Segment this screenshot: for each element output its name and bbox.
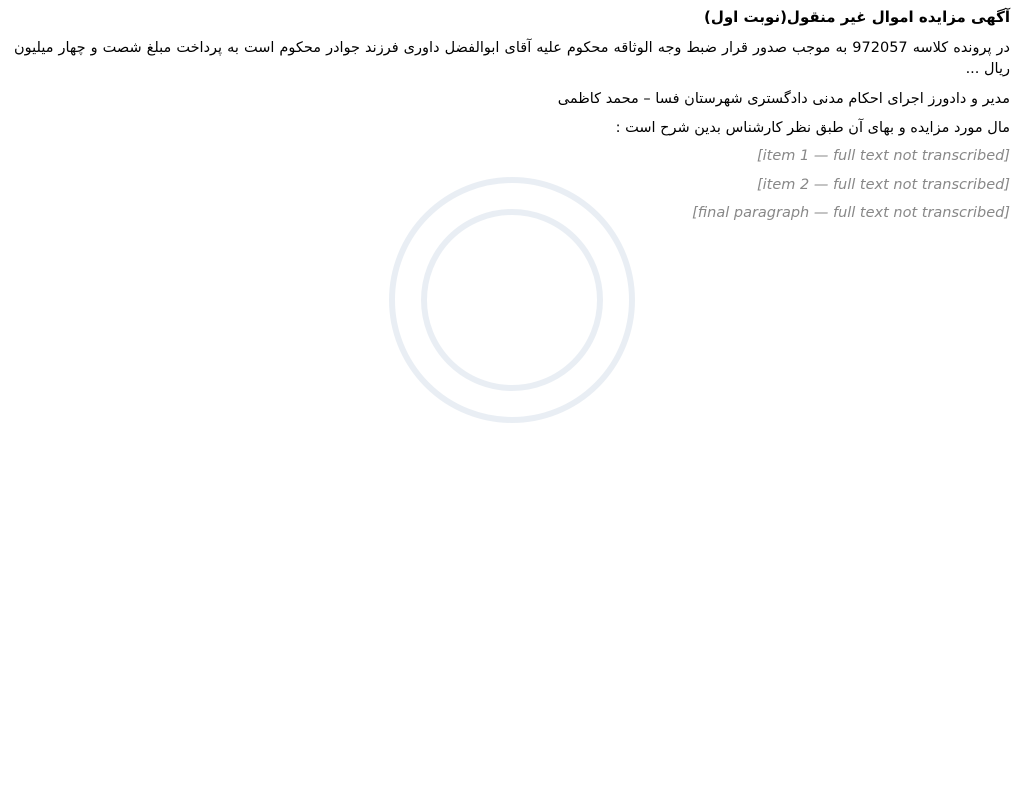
- property-item-2: [item 2 — full text not transcribed]: [756, 176, 1010, 193]
- property-intro: مال مورد مزایده و بهای آن طبق نظر کارشناس بدین شرح است :: [615, 119, 1010, 136]
- notice-final-paragraph: [final paragraph — full text not transcribed]: [692, 205, 1010, 221]
- notice-title: آگهی مزایده اموال غیر منقول(نوبت اول): [703, 8, 1010, 26]
- notice-signature: مدیر و دادورز اجرای احکام مدنی دادگستری شهرستان فسا – محمد کاظمی: [557, 91, 1010, 107]
- notice-intro-paragraph: در پرونده کلاسه 972057 به موجب صدور قرار ضبط وجه الوثاقه محکوم علیه آقای ابوالفضل داوری فرزند جوادر محکوم است به پرداخت مبلغ شصت و چهار میلیون ریال ...: [14, 40, 1011, 77]
- property-item-1: [item 1 — full text not transcribed]: [756, 148, 1010, 164]
